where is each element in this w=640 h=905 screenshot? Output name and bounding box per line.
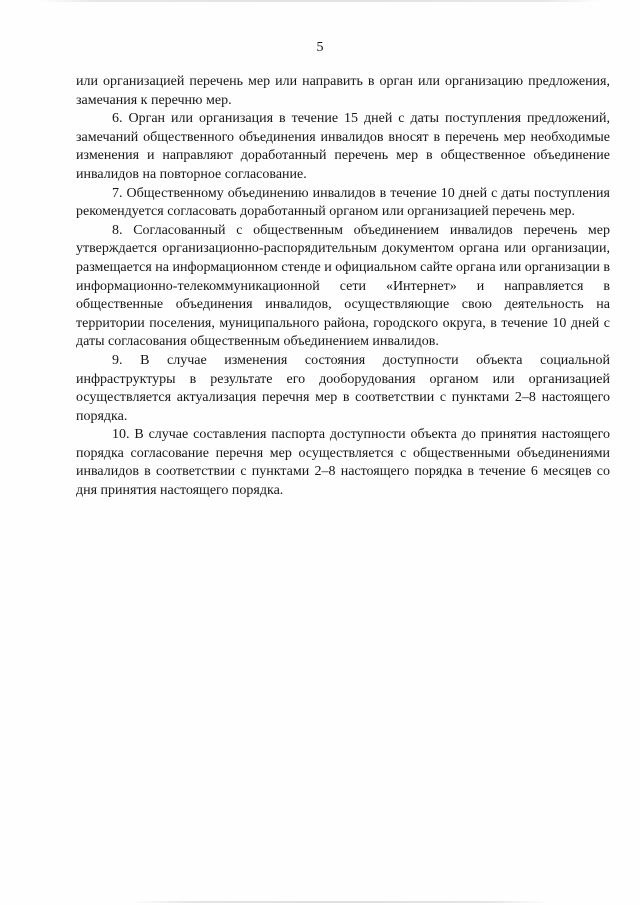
scan-edge-bottom [130, 901, 550, 903]
paragraph-continuation: или организацией перечень мер или направить в орган или организацию предложения, замечания к перечню мер. [76, 74, 610, 108]
paragraph-item-9: 9. В случае изменения состояния доступности объекта социальной инфраструктуры в результате его дооборудования органом или организацией осуществляется актуализация перечня мер в соответствии с пунктами 2–8 настоящего порядка. [76, 352, 610, 424]
page-number: 5 [316, 40, 324, 55]
scan-edge-top [40, 0, 600, 2]
paragraph-item-7: 7. Общественному объединению инвалидов в течение 10 дней с даты поступления рекомендуется согласовать доработанный органом или организацией перечень мер. [76, 185, 610, 220]
document-body [76, 73, 610, 501]
paragraph-item-10: 10. В случае составления паспорта доступности объекта до принятия настоящего порядка согласование перечня мер осуществляется с общественными объединениями инвалидов в соответствии с пунктами 2–8 настоящего порядка в течение 6 месяцев со дня принятия настоящего порядка. [76, 427, 610, 499]
paragraph-item-8: 8. Согласованный с общественным объединением инвалидов перечень мер утверждается организационно-распорядительным документом органа или организации, размещается на информационном стенде и официальном сайте органа или организации в информационно-телекоммуникационной сети «Интернет» и направляется в общественные объединения инвалидов, осуществляющие свою деятельность на территории поселения, муниципального района, городского округа, в течение 10 дней с даты согласования общественным объединением инвалидов. [76, 222, 610, 350]
paragraph-item-6: 6. Орган или организация в течение 15 дней с даты поступления предложений, замечаний общественного объединения инвалидов вносят в перечень мер необходимые изменения и направляют доработанный перечень мер в общественное объединение инвалидов на повторное согласование. [76, 111, 610, 182]
